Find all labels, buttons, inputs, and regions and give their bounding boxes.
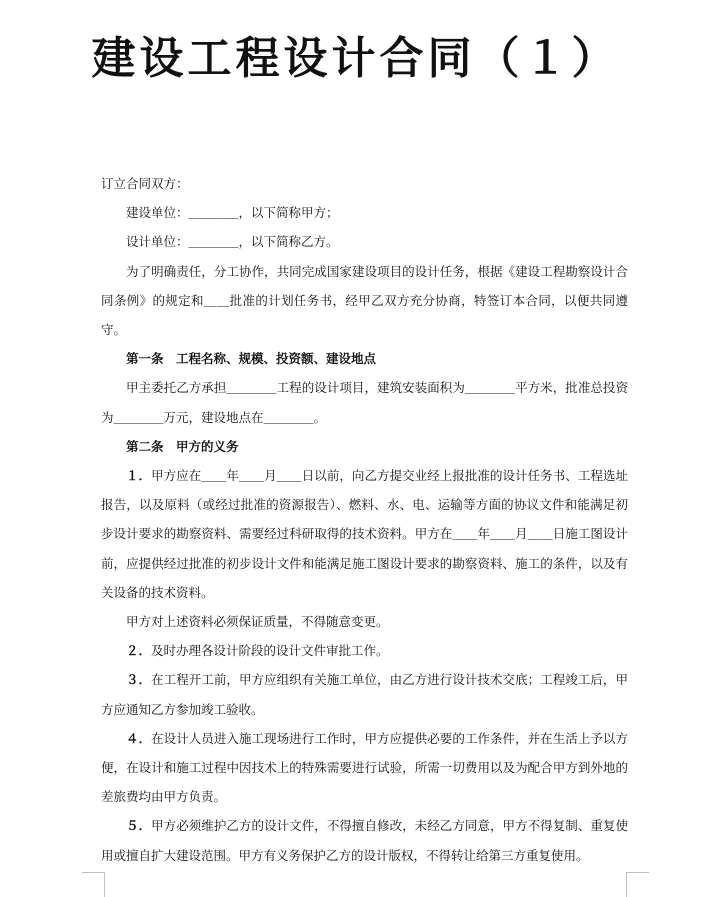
clause-3-text: 在工程开工前，甲方应组织有关施工单位，由乙方进行设计技术交底；工程竣工后，甲方应通知乙方参加竣工验收。 — [101, 672, 628, 717]
paragraph-preamble: 为了明确责任，分工协作，共同完成国家建设项目的设计任务，根据《建设工程勘察设计合同条例》的规定和＿＿批准的计划任务书，经甲乙双方充分协商，特签订本合同，以便共同遵守。 — [101, 263, 628, 338]
clause-1-note: 甲方对上述资料必须保证质量，不得随意变更。 — [126, 614, 389, 630]
document-body — [101, 169, 628, 870]
paragraph-party-b: 设计单位：＿＿＿＿，以下简称乙方。 — [126, 234, 339, 250]
clause-4 — [101, 724, 628, 812]
page-margin-corner-right — [626, 872, 649, 897]
article-1-body: 甲主委托乙方承担＿＿＿＿工程的设计项目，建筑安装面积为＿＿＿＿平方米，批准总投资为＿＿＿＿万元，建设地点在＿＿＿＿。 — [101, 380, 628, 425]
page-margin-corner-left — [82, 872, 105, 897]
article-1-heading: 第一条 工程名称、规模、投资额、建设地点 — [126, 351, 377, 367]
clause-5 — [101, 811, 628, 869]
clause-1-number: １． — [126, 468, 152, 484]
clause-3 — [101, 665, 628, 723]
paragraph-parties-intro: 订立合同双方： — [101, 176, 189, 191]
article-2-heading: 第二条 甲方的义务 — [126, 438, 239, 454]
clause-3-number: ３． — [126, 672, 152, 688]
clause-4-number: ４． — [126, 730, 152, 746]
clause-1-text: 甲方应在＿＿年＿＿月＿＿日以前，向乙方提交业经上报批准的设计任务书、工程选址报告，以及原料（或经过批准的资源报告）、燃料、水、电、运输等方面的协议文件和能满足初步设计要求的勘察资料、需要经过科研取得的技术资料。甲方在＿＿年＿＿月＿＿日施工图设计前，应提供经过批准的初步设计文件和能满足施工图设计要求的勘察资料、施工的条件，以及有关设备的技术资料。 — [101, 468, 628, 600]
paragraph-party-a: 建设单位：＿＿＿＿，以下简称甲方； — [126, 205, 339, 221]
clause-5-number: ５． — [126, 818, 152, 834]
document-title: 建设工程设计合同（１） — [91, 33, 620, 84]
clause-2-number: ２． — [126, 643, 152, 659]
clause-2 — [101, 636, 628, 665]
clause-5-text: 甲方必须维护乙方的设计文件，不得擅自修改，未经乙方同意，甲方不得复制、重复使用或擅自扩大建设范围。甲方有义务保护乙方的设计版权，不得转让给第三方重复使用。 — [101, 818, 628, 863]
clause-4-text: 在设计人员进入施工现场进行工作时，甲方应提供必要的工作条件，并在生活上予以方便，在设计和施工过程中因技术上的特殊需要进行试验，所需一切费用以及为配合甲方到外地的差旅费均由甲方负责。 — [101, 730, 628, 805]
clause-1 — [101, 461, 628, 607]
clause-2-text: 及时办理各设计阶段的设计文件审批工作。 — [151, 643, 389, 659]
